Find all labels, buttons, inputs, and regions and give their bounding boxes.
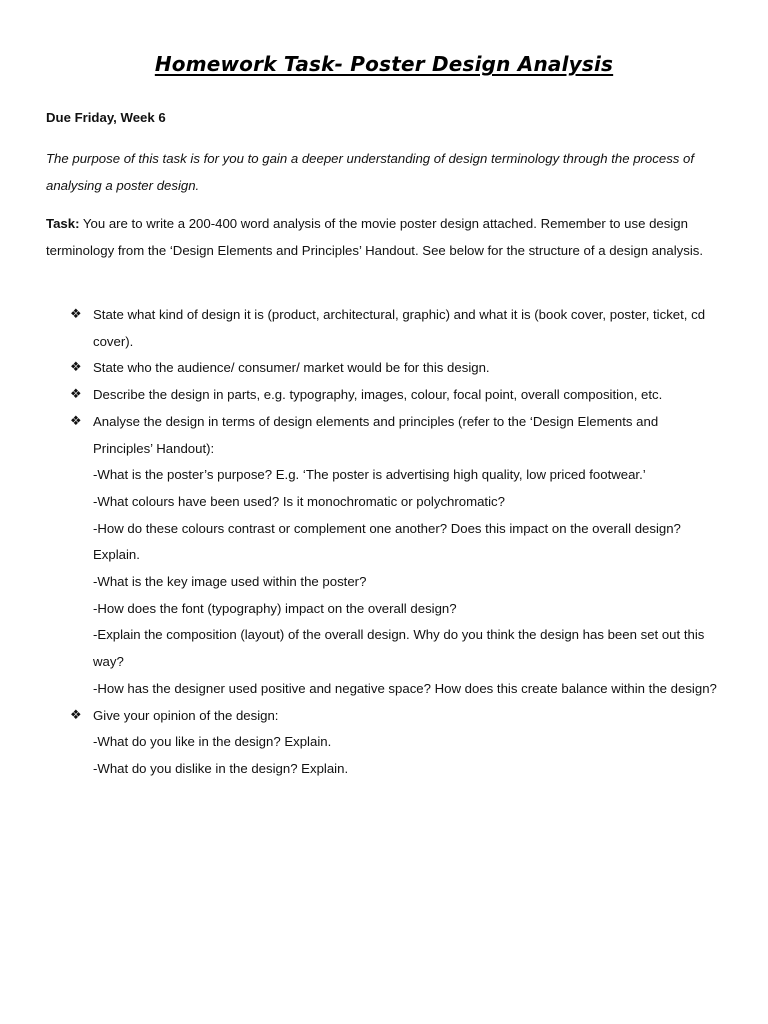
purpose-paragraph: The purpose of this task is for you to gain a deeper understanding of design terminology through the process of analysing a poster design. <box>46 151 695 193</box>
task-label: Task: <box>46 216 80 231</box>
diamond-bullet-icon: ❖ <box>70 707 82 723</box>
list-item-text: State who the audience/ consumer/ market would be for this design. <box>93 360 490 376</box>
list-item-text: State what kind of design it is (product, architectural, graphic) and what it is (book cover, poster, ticket, cd cover). <box>93 307 706 349</box>
sub-question: -What colours have been used? Is it monochromatic or polychromatic? <box>93 493 505 509</box>
task-paragraph <box>46 211 730 265</box>
list-item-text: Describe the design in parts, e.g. typography, images, colour, focal point, overall composition, etc. <box>93 387 663 403</box>
diamond-bullet-icon: ❖ <box>70 387 82 403</box>
sub-question: -How does the font (typography) impact on the overall design? <box>93 600 457 616</box>
list-item <box>70 382 720 409</box>
list-item <box>70 355 720 382</box>
list-item <box>70 302 720 355</box>
diamond-bullet-icon: ❖ <box>70 307 82 322</box>
diamond-bullet-icon: ❖ <box>70 413 82 429</box>
diamond-bullet-icon: ❖ <box>70 360 82 376</box>
sub-question: -How do these colours contrast or complement one another? Does this impact on the overall design? Explain. <box>93 520 681 563</box>
list-item <box>70 703 720 783</box>
sub-question: -What do you dislike in the design? Explain. <box>93 760 349 776</box>
list-item-text: Analyse the design in terms of design elements and principles (refer to the ‘Design Elements and Principles’ Handout): <box>93 413 659 456</box>
page-title: Homework Task- Poster Design Analysis <box>154 52 614 76</box>
analysis-structure-list <box>70 302 720 783</box>
list-item-text: Give your opinion of the design: <box>93 707 279 723</box>
sub-question: -What is the poster’s purpose? E.g. ‘The poster is advertising high quality, low priced footwear.’ <box>93 467 646 483</box>
sub-question: -Explain the composition (layout) of the overall design. Why do you think the design has been set out this way? <box>93 627 705 670</box>
sub-question: -What is the key image used within the poster? <box>93 574 367 590</box>
list-item <box>70 409 720 703</box>
task-text: You are to write a 200-400 word analysis of the movie poster design attached. Remember to use design terminology from the ‘Design Elements and Principles’ Handout. See below for the structure of a design analysis. <box>46 216 704 258</box>
due-date: Due Friday, Week 6 <box>46 110 166 125</box>
sub-question: -What do you like in the design? Explain. <box>93 734 332 750</box>
sub-question: -How has the designer used positive and negative space? How does this create balance within the design? <box>93 680 717 696</box>
